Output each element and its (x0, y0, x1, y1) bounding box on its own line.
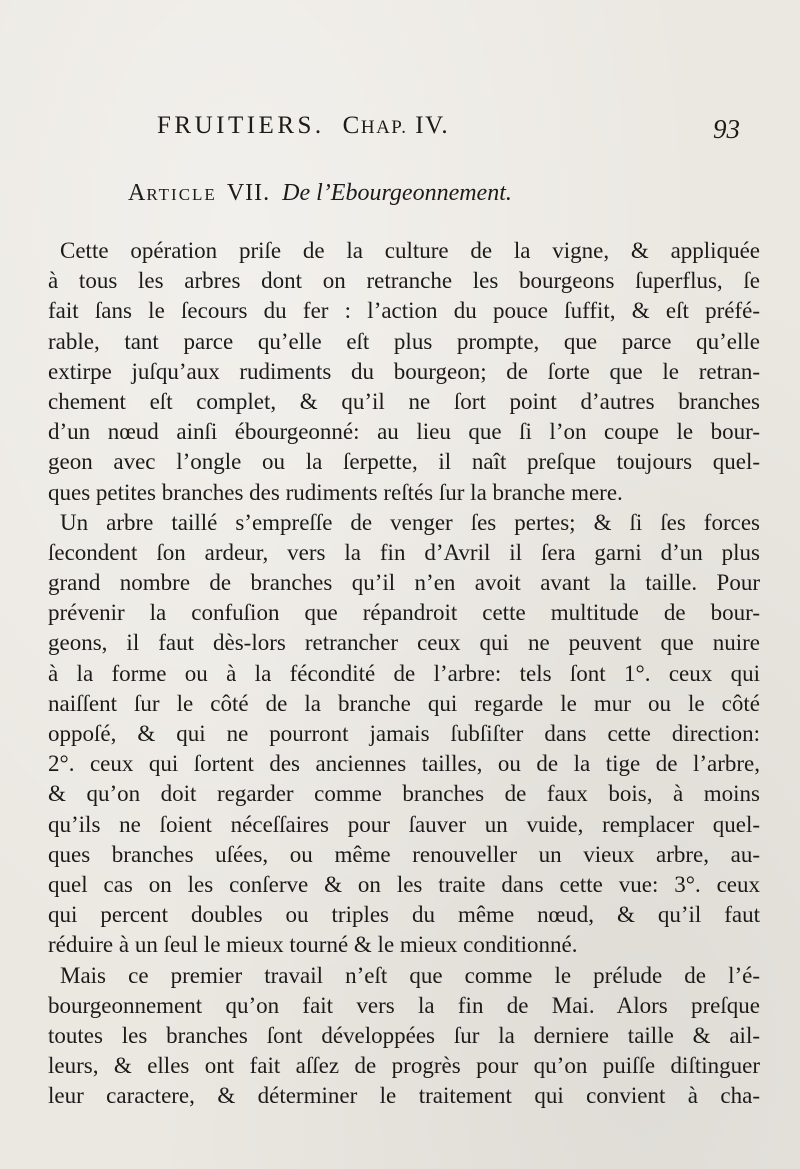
text-line: d’un nœud ainſi ébourgeonné: au lieu que ſi l’on coupe le bour- (48, 419, 760, 445)
article-heading (128, 180, 512, 207)
text-line: bourgeonnement qu’on fait vers la fin de Mai. Alors preſque (48, 992, 760, 1018)
text-line: réduire à un ſeul le mieux tourné & le mieux conditionné. (48, 932, 578, 958)
text-line: & qu’on doit regarder comme branches de faux bois, à moins (48, 781, 760, 807)
chapter-small-caps: HAP. (360, 117, 408, 138)
text-line: oppoſé, & qui ne pourront jamais ſubſiſter dans cette direction: (48, 721, 760, 746)
chapter-lead-letter: C (342, 112, 361, 139)
text-line: à la forme ou à la fécondité de l’arbre: tels ſont 1°. ceux qui (48, 660, 760, 686)
text-line: qu’ils ne ſoient néceſſaires pour ſauver un vuide, remplacer quel- (48, 811, 760, 837)
body-text (48, 236, 760, 1111)
text-line: geons, il faut dès-lors retrancher ceux qui ne peuvent que nuire (48, 630, 760, 656)
text-line: geon avec l’ongle ou la ſerpette, il naît preſque toujours quel- (48, 449, 760, 475)
text-line: naiſſent ſur le côté de la branche qui regarde le mur ou le côté (48, 690, 760, 716)
running-title (157, 112, 449, 140)
text-line: grand nombre de branches qu’il n’en avoit avant la taille. Pour (48, 570, 760, 596)
article-subject: De l’Ebourgeonnement. (282, 180, 512, 206)
text-line: ques petites branches des rudiments reſtés ſur la branche mere. (48, 479, 623, 505)
text-line: ſecondent ſon ardeur, vers la fin d’Avril il ſera garni d’un plus (48, 539, 760, 565)
text-line: quel cas on les conſerve & on les traite dans cette vue: 3°. ceux (48, 871, 760, 897)
page-number: 93 (713, 114, 740, 144)
text-line: chement eſt complet, & qu’il ne ſort point d’autres branches (48, 388, 760, 414)
text-line: Un arbre taillé s’empreſſe de venger ſes pertes; & ſi ſes forces (60, 509, 760, 535)
text-line: rable, tant parce qu’elle eſt plus prompte, que parce qu’elle (48, 328, 760, 354)
text-line: ques branches uſées, ou même renouveller un vieux arbre, au- (48, 841, 760, 867)
text-line: leur caractere, & déterminer le traitement qui convient à cha- (48, 1083, 760, 1109)
text-line: prévenir la confuſion que répandroit cette multitude de bour- (48, 600, 760, 626)
page-header (0, 112, 800, 148)
chapter-label (343, 112, 450, 139)
text-line: extirpe juſqu’aux rudiments du bourgeon; de ſorte que le retran- (48, 358, 760, 384)
text-line: 2°. ceux qui ſortent des anciennes tailles, ou de la tige de l’arbre, (48, 751, 760, 777)
article-small-caps: RTICLE (146, 185, 217, 204)
text-line: toutes les branches ſont développées ſur la derniere taille & ail- (48, 1022, 760, 1048)
text-line: à tous les arbres dont on retranche les bourgeons ſuperflus, ſe (48, 268, 760, 294)
text-line: Cette opération priſe de la culture de la vigne, & appliquée (60, 238, 760, 263)
text-line: leurs, & elles ont fait aſſez de progrès pour qu’on puiſſe diſtinguer (48, 1053, 760, 1079)
article-number: VII. (226, 180, 271, 206)
text-line: Mais ce premier travail n’eſt que comme le prélude de l’é- (60, 962, 760, 988)
text-line: fait ſans le ſecours du fer : l’action du pouce ſuffit, & eſt préfé- (48, 298, 760, 324)
running-title-text: FRUITIERS. (157, 112, 325, 139)
article-lead-letter: A (128, 180, 147, 206)
text-line: qui percent doubles ou triples du même nœud, & qu’il faut (48, 902, 760, 928)
chapter-number: IV. (415, 112, 450, 139)
